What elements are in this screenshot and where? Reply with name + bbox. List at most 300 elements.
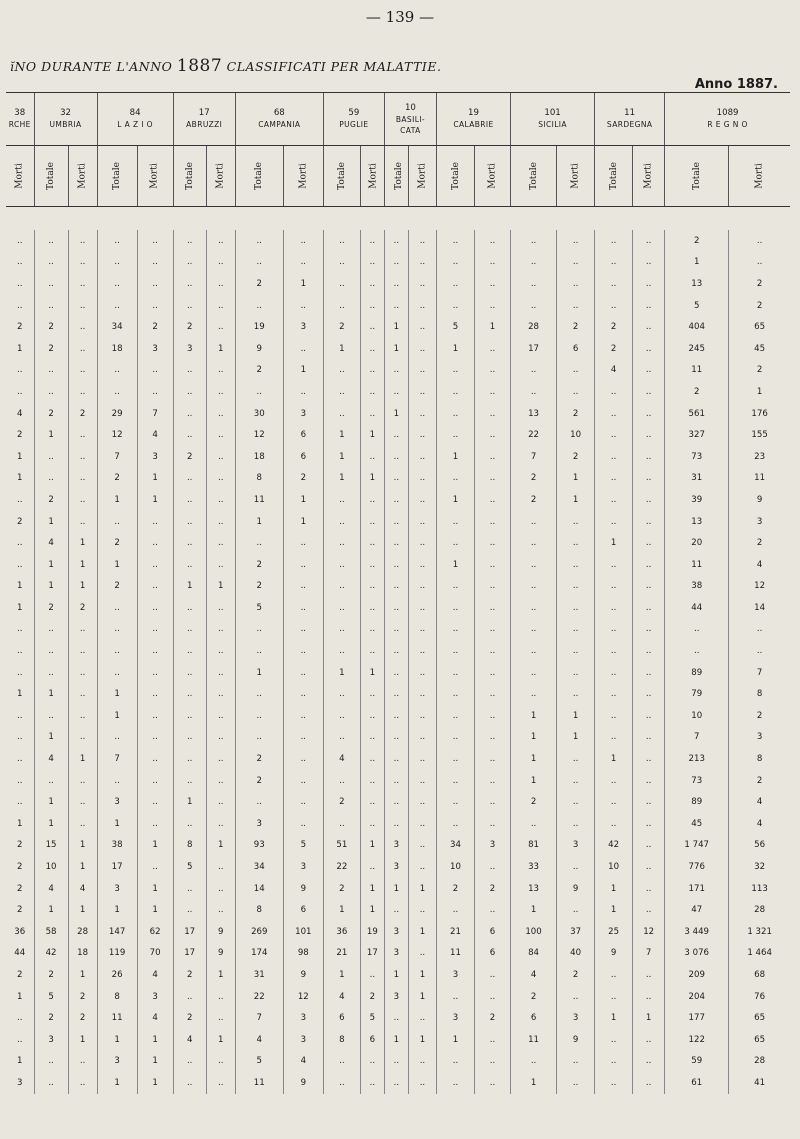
- table-cell: 3: [173, 338, 206, 360]
- table-cell: ..: [360, 770, 384, 792]
- table-cell: ..: [323, 770, 360, 792]
- column-subheader-label: Totale: [184, 162, 195, 190]
- table-cell: 2: [173, 446, 206, 468]
- table-cell: 12: [283, 986, 323, 1008]
- table-cell: 5: [283, 835, 323, 857]
- table-cell: ..: [68, 489, 97, 511]
- table-cell: 2: [34, 338, 68, 360]
- table-cell: ..: [97, 662, 137, 684]
- table-cell: 3: [283, 856, 323, 878]
- table-cell: 31: [235, 964, 283, 986]
- table-cell: ..: [595, 381, 633, 403]
- table-cell: ..: [17, 624, 23, 635]
- table-cell: 404: [665, 316, 729, 338]
- table-cell: ..: [68, 316, 97, 338]
- table-cell: ..: [408, 1051, 436, 1073]
- table-cell: ..: [436, 683, 474, 705]
- table-cell: 1: [384, 1029, 408, 1051]
- table-cell: ..: [323, 273, 360, 295]
- table-cell: ..: [206, 1007, 235, 1029]
- table-cell: 11: [511, 1029, 557, 1051]
- region-name: R E G N O: [707, 120, 748, 129]
- table-cell: 39: [665, 489, 729, 511]
- table-cell: ..: [408, 468, 436, 490]
- column-subheader-label: Morti: [754, 163, 765, 189]
- table-cell: 33: [511, 856, 557, 878]
- table-cell: 2: [235, 748, 283, 770]
- table-cell: ..: [360, 576, 384, 598]
- table-cell: 4: [68, 878, 97, 900]
- table-cell: ..: [68, 813, 97, 835]
- table-row: [6, 1072, 790, 1094]
- table-cell: 28: [511, 316, 557, 338]
- table-cell: ..: [323, 1051, 360, 1073]
- table-cell: 4: [17, 408, 23, 419]
- table-row: [6, 640, 790, 662]
- table-cell: ..: [206, 295, 235, 317]
- table-cell: ..: [474, 446, 510, 468]
- table-cell: 2: [729, 295, 790, 317]
- table-cell: 1 747: [665, 835, 729, 857]
- table-cell: ..: [173, 640, 206, 662]
- table-cell: 21: [436, 921, 474, 943]
- table-cell: ..: [511, 1051, 557, 1073]
- table-cell: 1: [206, 338, 235, 360]
- column-subheader-label: Morti: [298, 163, 309, 189]
- region-header: [384, 93, 436, 146]
- table-cell: ..: [17, 538, 23, 549]
- table-cell: 1: [511, 1072, 557, 1094]
- table-cell: ..: [206, 360, 235, 382]
- table-cell: ..: [283, 640, 323, 662]
- region-name: SARDEGNA: [606, 120, 653, 129]
- table-cell: ..: [633, 899, 665, 921]
- table-cell: ..: [137, 813, 173, 835]
- table-cell: 209: [665, 964, 729, 986]
- table-cell: 65: [729, 1007, 790, 1029]
- table-cell: ..: [436, 381, 474, 403]
- table-cell: 7: [97, 446, 137, 468]
- table-cell: ..: [595, 1072, 633, 1094]
- table-cell: 1: [17, 451, 23, 462]
- table-cell: 7: [511, 446, 557, 468]
- table-cell: ..: [511, 683, 557, 705]
- table-cell: ..: [436, 468, 474, 490]
- table-cell: ..: [436, 899, 474, 921]
- table-cell: ..: [173, 273, 206, 295]
- table-cell: ..: [360, 597, 384, 619]
- table-cell: 9: [206, 921, 235, 943]
- column-subheader: [595, 146, 633, 207]
- table-cell: 65: [729, 316, 790, 338]
- table-cell: ..: [557, 1072, 595, 1094]
- table-cell: ..: [206, 403, 235, 425]
- table-cell: 176: [729, 403, 790, 425]
- table-cell: ..: [384, 813, 408, 835]
- table-cell: 122: [665, 1029, 729, 1051]
- table-cell: 17: [360, 943, 384, 965]
- table-cell: 5: [436, 316, 474, 338]
- table-cell: 4: [323, 748, 360, 770]
- table-cell: ..: [408, 791, 436, 813]
- table-row: [6, 468, 790, 490]
- table-cell: ..: [206, 252, 235, 274]
- table-cell: ..: [384, 252, 408, 274]
- table-cell: ..: [283, 338, 323, 360]
- table-row: [6, 1029, 790, 1051]
- table-cell: ..: [633, 662, 665, 684]
- table-cell: 1: [384, 316, 408, 338]
- table-cell: 2: [511, 986, 557, 1008]
- table-row: [6, 813, 790, 835]
- table-cell: ..: [436, 705, 474, 727]
- table-cell: 1: [97, 554, 137, 576]
- table-cell: ..: [173, 1051, 206, 1073]
- table-cell: 1: [557, 489, 595, 511]
- table-cell: 2: [323, 791, 360, 813]
- table-cell: ..: [633, 727, 665, 749]
- table-cell: ..: [408, 835, 436, 857]
- table-cell: ..: [323, 489, 360, 511]
- region-count: 17: [198, 108, 210, 118]
- table-cell: 1: [17, 818, 23, 829]
- column-subheader-label: Totale: [336, 162, 347, 190]
- table-cell: ..: [557, 295, 595, 317]
- table-cell: ..: [283, 619, 323, 641]
- table-cell: ..: [384, 705, 408, 727]
- table-cell: ..: [235, 619, 283, 641]
- table-cell: 3: [17, 1077, 23, 1088]
- table-cell: 11: [665, 360, 729, 382]
- table-cell: ..: [436, 532, 474, 554]
- table-cell: 1: [137, 835, 173, 857]
- table-cell: 8: [235, 899, 283, 921]
- table-cell: ..: [633, 230, 665, 252]
- table-cell: ..: [408, 619, 436, 641]
- table-cell: ..: [729, 619, 790, 641]
- table-cell: ..: [360, 295, 384, 317]
- table-cell: 1: [384, 878, 408, 900]
- table-cell: 2: [557, 964, 595, 986]
- table-cell: 1: [511, 727, 557, 749]
- table-cell: ..: [206, 489, 235, 511]
- table-cell: ..: [97, 619, 137, 641]
- table-row: [6, 576, 790, 598]
- table-cell: 26: [97, 964, 137, 986]
- table-cell: 34: [436, 835, 474, 857]
- table-cell: ..: [633, 295, 665, 317]
- table-cell: ..: [34, 468, 68, 490]
- table-cell: ..: [474, 1051, 510, 1073]
- region-header: [173, 93, 235, 146]
- table-cell: ..: [511, 554, 557, 576]
- table-row: [6, 338, 790, 360]
- table-cell: 4: [729, 813, 790, 835]
- table-cell: ..: [173, 532, 206, 554]
- table-cell: ..: [408, 1007, 436, 1029]
- table-cell: 70: [137, 943, 173, 965]
- table-cell: ..: [384, 748, 408, 770]
- table-cell: 1: [137, 899, 173, 921]
- table-cell: ..: [384, 727, 408, 749]
- table-cell: ..: [34, 360, 68, 382]
- table-cell: 42: [34, 943, 68, 965]
- table-cell: ..: [323, 727, 360, 749]
- table-cell: ..: [206, 640, 235, 662]
- table-cell: ..: [360, 403, 384, 425]
- table-cell: 8: [235, 468, 283, 490]
- table-cell: ..: [595, 683, 633, 705]
- table-cell: ..: [360, 964, 384, 986]
- table-cell: 2: [17, 430, 23, 441]
- table-cell: 17: [511, 338, 557, 360]
- table-cell: 2: [323, 316, 360, 338]
- table-cell: ..: [408, 640, 436, 662]
- table-cell: ..: [34, 662, 68, 684]
- table-cell: ..: [384, 1051, 408, 1073]
- table-cell: 3: [384, 921, 408, 943]
- table-cell: ..: [557, 511, 595, 533]
- table-cell: ..: [595, 662, 633, 684]
- table-cell: 1: [511, 899, 557, 921]
- table-cell: ..: [557, 360, 595, 382]
- table-cell: ..: [408, 1072, 436, 1094]
- region-name: UMBRIA: [49, 120, 82, 129]
- table-cell: ..: [633, 403, 665, 425]
- table-cell: 10: [557, 424, 595, 446]
- table-cell: ..: [173, 252, 206, 274]
- table-cell: ..: [173, 295, 206, 317]
- table-cell: ..: [283, 813, 323, 835]
- table-cell: 4: [34, 532, 68, 554]
- table-cell: 7: [137, 403, 173, 425]
- table-cell: 2: [436, 878, 474, 900]
- table-cell: 1: [633, 1007, 665, 1029]
- table-cell: 34: [97, 316, 137, 338]
- table-cell: 4: [235, 1029, 283, 1051]
- table-cell: 1: [34, 554, 68, 576]
- table-cell: ..: [436, 360, 474, 382]
- table-cell: 5: [235, 1051, 283, 1073]
- column-subheader-label: Totale: [528, 162, 539, 190]
- table-row: [6, 381, 790, 403]
- table-cell: 2: [34, 1007, 68, 1029]
- table-cell: 2: [511, 489, 557, 511]
- table-cell: ..: [729, 230, 790, 252]
- table-cell: 11: [729, 468, 790, 490]
- table-cell: ..: [557, 791, 595, 813]
- table-cell: 31: [665, 468, 729, 490]
- table-cell: 7: [729, 662, 790, 684]
- table-cell: 4: [729, 791, 790, 813]
- table-cell: ..: [474, 252, 510, 274]
- table-cell: 1: [436, 1029, 474, 1051]
- table-cell: 9: [283, 878, 323, 900]
- table-cell: 2: [595, 316, 633, 338]
- table-cell: 2: [665, 381, 729, 403]
- table-cell: 1: [34, 576, 68, 598]
- table-cell: ..: [557, 770, 595, 792]
- table-cell: 22: [511, 424, 557, 446]
- column-subheader-label: Totale: [393, 162, 404, 190]
- table-cell: 1: [68, 856, 97, 878]
- table-cell: ..: [633, 683, 665, 705]
- region-name: ABRUZZI: [186, 120, 223, 129]
- table-cell: 3: [729, 511, 790, 533]
- table-cell: ..: [283, 683, 323, 705]
- table-cell: ..: [436, 619, 474, 641]
- table-cell: 9: [283, 964, 323, 986]
- table-cell: ..: [408, 899, 436, 921]
- table-cell: ..: [633, 964, 665, 986]
- table-cell: ..: [474, 554, 510, 576]
- table-cell: ..: [206, 619, 235, 641]
- column-subheader: [474, 146, 510, 207]
- table-cell: 6: [283, 899, 323, 921]
- table-row: [6, 986, 790, 1008]
- table-cell: ..: [408, 856, 436, 878]
- table-cell: ..: [283, 748, 323, 770]
- table-cell: 21: [323, 943, 360, 965]
- table-cell: ..: [474, 576, 510, 598]
- table-cell: ..: [137, 252, 173, 274]
- table-cell: ..: [97, 360, 137, 382]
- table-row: [6, 856, 790, 878]
- table-cell: ..: [511, 662, 557, 684]
- table-cell: ..: [408, 295, 436, 317]
- table-cell: ..: [557, 813, 595, 835]
- table-cell: 3: [557, 835, 595, 857]
- column-subheader: [235, 146, 283, 207]
- table-cell: 1: [323, 662, 360, 684]
- table-cell: 12: [97, 424, 137, 446]
- table-cell: 6: [474, 943, 510, 965]
- table-cell: 1: [68, 1029, 97, 1051]
- region-count: 59: [348, 108, 360, 118]
- table-cell: ..: [384, 489, 408, 511]
- table-cell: ..: [408, 511, 436, 533]
- region-header: [436, 93, 510, 146]
- table-cell: 13: [665, 273, 729, 295]
- table-cell: 1: [137, 1072, 173, 1094]
- table-cell: ..: [633, 532, 665, 554]
- table-cell: 5: [34, 986, 68, 1008]
- table-cell: 2: [68, 403, 97, 425]
- table-cell: ..: [408, 360, 436, 382]
- table-cell: ..: [511, 360, 557, 382]
- table-cell: ..: [360, 640, 384, 662]
- table-cell: ..: [633, 856, 665, 878]
- table-cell: 1: [511, 748, 557, 770]
- table-cell: ..: [408, 381, 436, 403]
- region-count: 10: [404, 102, 416, 113]
- table-cell: 2: [17, 905, 23, 916]
- table-cell: 19: [235, 316, 283, 338]
- table-cell: ..: [206, 597, 235, 619]
- table-cell: 58: [34, 921, 68, 943]
- table-cell: 1: [173, 791, 206, 813]
- table-cell: 213: [665, 748, 729, 770]
- table-cell: ..: [235, 683, 283, 705]
- table-cell: 1: [408, 878, 436, 900]
- table-cell: ..: [17, 365, 23, 376]
- table-cell: ..: [137, 619, 173, 641]
- region-name: CALABRIE: [453, 120, 494, 129]
- table-cell: 1 321: [729, 921, 790, 943]
- table-cell: ..: [137, 230, 173, 252]
- table-cell: 11: [436, 943, 474, 965]
- table-cell: 2: [97, 468, 137, 490]
- table-cell: ..: [384, 554, 408, 576]
- table-cell: ..: [557, 381, 595, 403]
- column-subheader: [557, 146, 595, 207]
- table-cell: ..: [633, 1072, 665, 1094]
- table-cell: ..: [384, 770, 408, 792]
- table-cell: ..: [474, 662, 510, 684]
- header-year: 1887: [176, 56, 223, 76]
- column-subheader-label: Morti: [77, 163, 88, 189]
- table-cell: ..: [17, 494, 23, 505]
- table-cell: ..: [384, 683, 408, 705]
- table-cell: ..: [474, 381, 510, 403]
- table-cell: ..: [384, 360, 408, 382]
- table-cell: ..: [323, 554, 360, 576]
- column-subheader: [511, 146, 557, 207]
- table-cell: 3: [97, 791, 137, 813]
- table-cell: 51: [323, 835, 360, 857]
- table-cell: ..: [511, 576, 557, 598]
- table-cell: ..: [360, 856, 384, 878]
- table-cell: ..: [633, 878, 665, 900]
- table-cell: 245: [665, 338, 729, 360]
- table-cell: ..: [595, 791, 633, 813]
- table-cell: ..: [511, 511, 557, 533]
- table-cell: 3: [557, 1007, 595, 1029]
- table-row: [6, 424, 790, 446]
- table-cell: 1: [557, 468, 595, 490]
- table-cell: 1: [34, 727, 68, 749]
- table-cell: 7: [97, 748, 137, 770]
- table-cell: 3: [283, 316, 323, 338]
- table-cell: ..: [323, 619, 360, 641]
- table-cell: ..: [595, 1051, 633, 1073]
- table-cell: ..: [137, 597, 173, 619]
- table-cell: ..: [97, 230, 137, 252]
- region-header: [6, 93, 34, 146]
- table-cell: ..: [665, 619, 729, 641]
- table-cell: ..: [729, 640, 790, 662]
- table-cell: 10: [665, 705, 729, 727]
- table-cell: 1: [323, 446, 360, 468]
- table-cell: 89: [665, 662, 729, 684]
- table-row: [6, 964, 790, 986]
- table-cell: 2: [235, 576, 283, 598]
- table-cell: ..: [360, 338, 384, 360]
- region-count: 38: [14, 108, 26, 118]
- table-cell: ..: [360, 748, 384, 770]
- table-cell: ..: [17, 257, 23, 268]
- table-cell: 12: [235, 424, 283, 446]
- table-cell: 2: [557, 403, 595, 425]
- table-cell: 1: [729, 381, 790, 403]
- table-row: [6, 252, 790, 274]
- table-cell: ..: [633, 252, 665, 274]
- table-cell: ..: [323, 403, 360, 425]
- table-cell: ..: [173, 554, 206, 576]
- table-cell: ..: [34, 1072, 68, 1094]
- table-cell: 8: [729, 683, 790, 705]
- table-cell: ..: [283, 705, 323, 727]
